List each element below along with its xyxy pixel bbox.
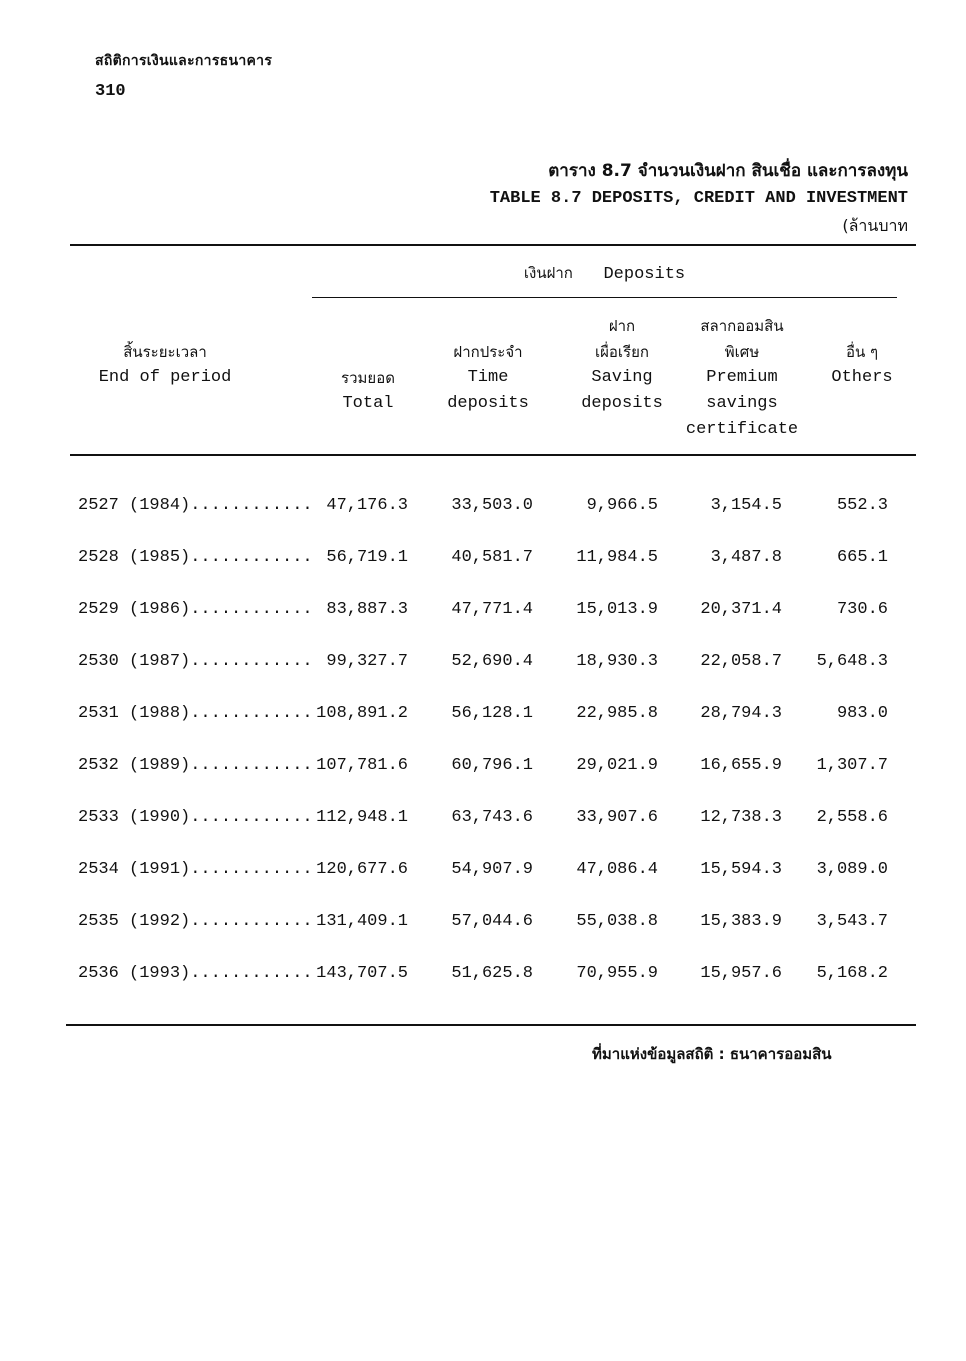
col-saving-thai-1: ฝาก [608,317,636,335]
period-cell: 2536 (1993)............ [78,964,313,983]
total-cell: 143,707.5 [316,964,408,983]
col-premium-english-2: savings [706,394,778,413]
table-row [0,756,966,786]
col-total-thai: รวมยอด [341,369,395,387]
col-time-thai: ฝากประจำ [453,343,523,361]
others-cell: 1,307.7 [816,756,888,775]
table-row [0,704,966,734]
saving-deposits-cell: 33,907.6 [576,808,658,827]
col-header-saving [570,313,674,417]
col-saving-thai-2: เผื่อเรียก [595,343,649,361]
saving-deposits-cell: 22,985.8 [576,704,658,723]
period-cell: 2534 (1991)............ [78,860,313,879]
col-header-others [820,339,904,391]
running-title: สถิติการเงินและการธนาคาร [95,53,273,69]
time-deposits-cell: 54,907.9 [451,860,533,879]
total-cell: 112,948.1 [316,808,408,827]
time-deposits-cell: 51,625.8 [451,964,533,983]
table-row [0,964,966,994]
table-row [0,652,966,682]
others-cell: 730.6 [836,600,888,619]
col-premium-thai-2: พิเศษ [724,343,760,361]
saving-deposits-cell: 70,955.9 [576,964,658,983]
total-cell: 107,781.6 [316,756,408,775]
saving-deposits-cell: 18,930.3 [576,652,658,671]
premium-savings-cell: 15,383.9 [700,912,782,931]
saving-deposits-cell: 29,021.9 [576,756,658,775]
col-others-thai: อื่น ๆ [845,343,879,361]
period-cell: 2527 (1984)............ [78,496,313,515]
saving-deposits-cell: 9,966.5 [586,496,658,515]
time-deposits-cell: 56,128.1 [451,704,533,723]
time-deposits-cell: 60,796.1 [451,756,533,775]
table-top-rule [70,244,916,246]
others-cell: 552.3 [836,496,888,515]
premium-savings-cell: 16,655.9 [700,756,782,775]
others-cell: 5,648.3 [816,652,888,671]
deposits-group-thai: เงินฝาก [523,264,573,282]
total-cell: 83,887.3 [326,600,408,619]
table-row [0,548,966,578]
period-cell: 2531 (1988)............ [78,704,313,723]
time-deposits-cell: 57,044.6 [451,912,533,931]
deposits-group-english: Deposits [603,265,686,284]
deposits-group-rule [312,297,897,298]
time-deposits-cell: 33,503.0 [451,496,533,515]
col-header-total [318,365,418,417]
col-header-time [438,339,538,417]
total-cell: 120,677.6 [316,860,408,879]
table-row [0,808,966,838]
col-saving-english-2: deposits [581,394,663,413]
premium-savings-cell: 28,794.3 [700,704,782,723]
deposits-group-header [312,260,897,288]
table-row [0,860,966,890]
premium-savings-cell: 3,487.8 [710,548,782,567]
premium-savings-cell: 3,154.5 [710,496,782,515]
time-deposits-cell: 47,771.4 [451,600,533,619]
col-premium-english-3: certificate [685,420,799,439]
table-title-english: TABLE 8.7 DEPOSITS, CREDIT AND INVESTMENT [489,189,908,208]
time-deposits-cell: 52,690.4 [451,652,533,671]
others-cell: 3,089.0 [816,860,888,879]
col-time-english-2: deposits [447,394,529,413]
others-cell: 2,558.6 [816,808,888,827]
col-total-english: Total [342,394,394,413]
total-cell: 108,891.2 [316,704,408,723]
period-cell: 2535 (1992)............ [78,912,313,931]
period-cell: 2528 (1985)............ [78,548,313,567]
period-header [80,339,250,391]
period-cell: 2532 (1989)............ [78,756,313,775]
page-number: 310 [95,82,126,101]
premium-savings-cell: 20,371.4 [700,600,782,619]
time-deposits-cell: 40,581.7 [451,548,533,567]
table-row [0,496,966,526]
time-deposits-cell: 63,743.6 [451,808,533,827]
saving-deposits-cell: 55,038.8 [576,912,658,931]
source-note: ที่มาแห่งข้อมูลสถิติ : ธนาคารออมสิน [592,1045,832,1063]
table-title-thai: ตาราง 8.7 จำนวนเงินฝาก สินเชื่อ และการลงทุน [548,161,908,181]
col-premium-english-1: Premium [706,368,778,387]
period-cell: 2530 (1987)............ [78,652,313,671]
period-cell: 2533 (1990)............ [78,808,313,827]
col-saving-english-1: Saving [591,368,653,387]
total-cell: 99,327.7 [326,652,408,671]
premium-savings-cell: 22,058.7 [700,652,782,671]
table-title-block [490,158,908,239]
total-cell: 56,719.1 [326,548,408,567]
others-cell: 983.0 [836,704,888,723]
others-cell: 3,543.7 [816,912,888,931]
col-others-english: Others [831,368,893,387]
table-bottom-rule [66,1024,916,1026]
others-cell: 665.1 [836,548,888,567]
others-cell: 5,168.2 [816,964,888,983]
total-cell: 47,176.3 [326,496,408,515]
period-cell: 2529 (1986)............ [78,600,313,619]
period-header-thai: สิ้นระยะเวลา [123,343,207,361]
saving-deposits-cell: 47,086.4 [576,860,658,879]
col-premium-thai-1: สลากออมสิน [700,317,784,335]
table-header-rule [70,454,916,456]
table-row [0,912,966,942]
premium-savings-cell: 15,594.3 [700,860,782,879]
table-unit: (ล้านบาท [842,216,908,235]
col-header-premium [682,313,802,443]
premium-savings-cell: 12,738.3 [700,808,782,827]
total-cell: 131,409.1 [316,912,408,931]
saving-deposits-cell: 15,013.9 [576,600,658,619]
saving-deposits-cell: 11,984.5 [576,548,658,567]
col-time-english-1: Time [467,368,509,387]
period-header-english: End of period [98,368,232,387]
premium-savings-cell: 15,957.6 [700,964,782,983]
table-row [0,600,966,630]
